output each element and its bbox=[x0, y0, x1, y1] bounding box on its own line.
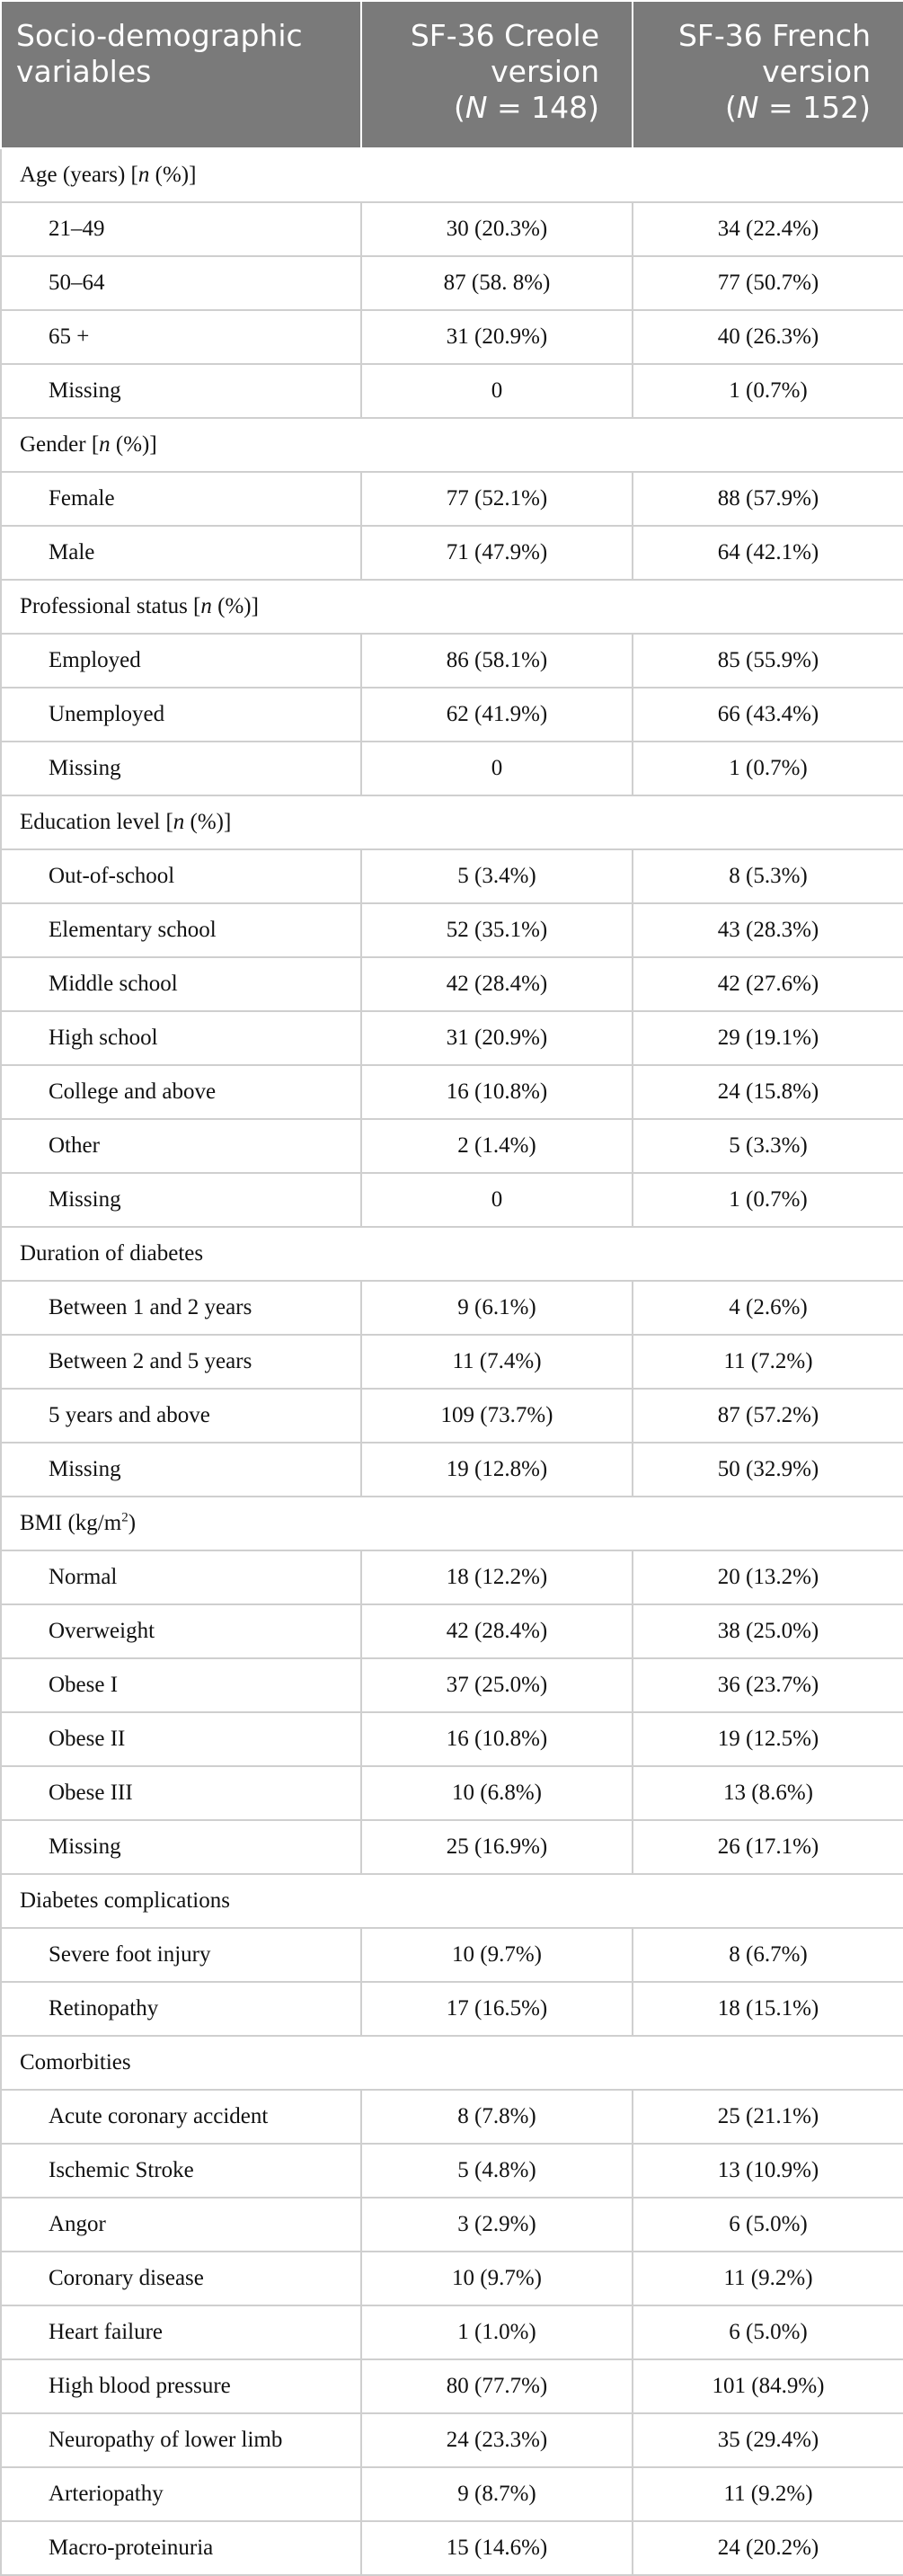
french-value: 85 (55.9%) bbox=[633, 634, 903, 688]
french-value: 77 (50.7%) bbox=[633, 256, 903, 310]
row-label: Overweight bbox=[1, 1604, 361, 1658]
creole-value: 11 (7.4%) bbox=[361, 1335, 633, 1389]
category-label: BMI $(kg/m^2)$ bbox=[1, 1497, 903, 1550]
row-label: Obese III bbox=[1, 1766, 361, 1820]
creole-value: 24 (23.3%) bbox=[361, 2413, 633, 2467]
table-row bbox=[1, 2413, 903, 2467]
header-variables: Socio-demographic variables bbox=[1, 1, 361, 148]
row-label: Arteriopathy bbox=[1, 2467, 361, 2521]
header-creole: SF-36 Creole version (N = 148) bbox=[361, 1, 633, 148]
table-row bbox=[1, 472, 903, 526]
creole-value: 42 (28.4%) bbox=[361, 957, 633, 1011]
table-row bbox=[1, 1604, 903, 1658]
table-row bbox=[1, 2305, 903, 2359]
category-label: Duration of diabetes bbox=[1, 1227, 903, 1281]
table-row bbox=[1, 1443, 903, 1497]
creole-value: 86 (58.1%) bbox=[361, 634, 633, 688]
row-label: Employed bbox=[1, 634, 361, 688]
table-row bbox=[1, 1173, 903, 1227]
creole-value: 77 (52.1%) bbox=[361, 472, 633, 526]
french-value: 88 (57.9%) bbox=[633, 472, 903, 526]
french-value: 8 (5.3%) bbox=[633, 849, 903, 903]
creole-value: 15 (14.6%) bbox=[361, 2521, 633, 2575]
table-row bbox=[1, 849, 903, 903]
category-row-gender bbox=[1, 418, 903, 472]
table-row bbox=[1, 903, 903, 957]
french-value: 6 (5.0%) bbox=[633, 2305, 903, 2359]
row-label: Missing bbox=[1, 1820, 361, 1874]
category-label: Gender [n (%)] bbox=[1, 418, 903, 472]
table-row bbox=[1, 1820, 903, 1874]
row-label: Severe foot injury bbox=[1, 1928, 361, 1982]
creole-value: 17 (16.5%) bbox=[361, 1982, 633, 2036]
row-label: High school bbox=[1, 1011, 361, 1065]
french-value: 20 (13.2%) bbox=[633, 1550, 903, 1604]
french-value: 11 (7.2%) bbox=[633, 1335, 903, 1389]
creole-value: 80 (77.7%) bbox=[361, 2359, 633, 2413]
table-row bbox=[1, 1712, 903, 1766]
table-row bbox=[1, 1065, 903, 1119]
table-row bbox=[1, 2521, 903, 2575]
category-row-professional bbox=[1, 580, 903, 634]
table-row bbox=[1, 1550, 903, 1604]
table-row bbox=[1, 1281, 903, 1335]
table-row bbox=[1, 2252, 903, 2305]
creole-value: 5 (4.8%) bbox=[361, 2144, 633, 2198]
french-value: 101 (84.9%) bbox=[633, 2359, 903, 2413]
french-value: 34 (22.4%) bbox=[633, 202, 903, 256]
creole-value: 3 (2.9%) bbox=[361, 2198, 633, 2252]
table-row bbox=[1, 634, 903, 688]
category-label: Age (years) [n (%)] bbox=[1, 148, 903, 202]
row-label: High blood pressure bbox=[1, 2359, 361, 2413]
category-label: Professional status [n (%)] bbox=[1, 580, 903, 634]
row-label: Missing bbox=[1, 1173, 361, 1227]
category-row-education bbox=[1, 795, 903, 849]
creole-value: 9 (6.1%) bbox=[361, 1281, 633, 1335]
category-row-complications bbox=[1, 1874, 903, 1928]
french-value: 1 (0.7%) bbox=[633, 742, 903, 795]
french-value: 42 (27.6%) bbox=[633, 957, 903, 1011]
french-value: 38 (25.0%) bbox=[633, 1604, 903, 1658]
french-value: 87 (57.2%) bbox=[633, 1389, 903, 1443]
row-label: 65 + bbox=[1, 310, 361, 364]
french-value: 11 (9.2%) bbox=[633, 2467, 903, 2521]
row-label: Macro-proteinuria bbox=[1, 2521, 361, 2575]
creole-value: 87 (58. 8%) bbox=[361, 256, 633, 310]
row-label: 50–64 bbox=[1, 256, 361, 310]
category-label: Diabetes complications bbox=[1, 1874, 903, 1928]
creole-value: 0 bbox=[361, 1173, 633, 1227]
table-row bbox=[1, 310, 903, 364]
french-value: 8 (6.7%) bbox=[633, 1928, 903, 1982]
table-row bbox=[1, 256, 903, 310]
creole-value: 31 (20.9%) bbox=[361, 310, 633, 364]
row-label: Between 2 and 5 years bbox=[1, 1335, 361, 1389]
creole-value: 10 (6.8%) bbox=[361, 1766, 633, 1820]
category-row-age bbox=[1, 148, 903, 202]
creole-value: 71 (47.9%) bbox=[361, 526, 633, 580]
row-label: Coronary disease bbox=[1, 2252, 361, 2305]
row-label: Angor bbox=[1, 2198, 361, 2252]
french-value: 64 (42.1%) bbox=[633, 526, 903, 580]
creole-value: 42 (28.4%) bbox=[361, 1604, 633, 1658]
row-label: Obese II bbox=[1, 1712, 361, 1766]
creole-value: 62 (41.9%) bbox=[361, 688, 633, 742]
french-value: 35 (29.4%) bbox=[633, 2413, 903, 2467]
row-label: Retinopathy bbox=[1, 1982, 361, 2036]
table-row bbox=[1, 1928, 903, 1982]
table-row bbox=[1, 1389, 903, 1443]
row-label: Unemployed bbox=[1, 688, 361, 742]
creole-value: 9 (8.7%) bbox=[361, 2467, 633, 2521]
creole-value: 10 (9.7%) bbox=[361, 2252, 633, 2305]
french-value: 6 (5.0%) bbox=[633, 2198, 903, 2252]
french-value: 24 (20.2%) bbox=[633, 2521, 903, 2575]
creole-value: 37 (25.0%) bbox=[361, 1658, 633, 1712]
french-value: 29 (19.1%) bbox=[633, 1011, 903, 1065]
row-label: Missing bbox=[1, 742, 361, 795]
french-value: 50 (32.9%) bbox=[633, 1443, 903, 1497]
row-label: Acute coronary accident bbox=[1, 2090, 361, 2144]
french-value: 5 (3.3%) bbox=[633, 1119, 903, 1173]
table-row bbox=[1, 1335, 903, 1389]
row-label: Missing bbox=[1, 364, 361, 418]
table-row bbox=[1, 1119, 903, 1173]
creole-value: 10 (9.7%) bbox=[361, 1928, 633, 1982]
row-label: Out-of-school bbox=[1, 849, 361, 903]
creole-value: 2 (1.4%) bbox=[361, 1119, 633, 1173]
french-value: 66 (43.4%) bbox=[633, 688, 903, 742]
table-row bbox=[1, 688, 903, 742]
row-label: 5 years and above bbox=[1, 1389, 361, 1443]
creole-value: 31 (20.9%) bbox=[361, 1011, 633, 1065]
row-label: Other bbox=[1, 1119, 361, 1173]
creole-value: 8 (7.8%) bbox=[361, 2090, 633, 2144]
table-row bbox=[1, 2467, 903, 2521]
category-row-comorbidities bbox=[1, 2036, 903, 2090]
row-label: College and above bbox=[1, 1065, 361, 1119]
row-label: Normal bbox=[1, 1550, 361, 1604]
category-label: Comorbities bbox=[1, 2036, 903, 2090]
creole-value: 109 (73.7%) bbox=[361, 1389, 633, 1443]
creole-value: 30 (20.3%) bbox=[361, 202, 633, 256]
table-row bbox=[1, 364, 903, 418]
table-row bbox=[1, 2198, 903, 2252]
creole-value: 1 (1.0%) bbox=[361, 2305, 633, 2359]
table-row bbox=[1, 526, 903, 580]
table-row bbox=[1, 1766, 903, 1820]
row-label: Middle school bbox=[1, 957, 361, 1011]
creole-value: 25 (16.9%) bbox=[361, 1820, 633, 1874]
row-label: Missing bbox=[1, 1443, 361, 1497]
row-label: 21–49 bbox=[1, 202, 361, 256]
category-row-bmi bbox=[1, 1497, 903, 1550]
row-label: Neuropathy of lower limb bbox=[1, 2413, 361, 2467]
category-row-duration bbox=[1, 1227, 903, 1281]
row-label: Male bbox=[1, 526, 361, 580]
french-value: 11 (9.2%) bbox=[633, 2252, 903, 2305]
creole-value: 52 (35.1%) bbox=[361, 903, 633, 957]
french-value: 4 (2.6%) bbox=[633, 1281, 903, 1335]
creole-value: 18 (12.2%) bbox=[361, 1550, 633, 1604]
table-row bbox=[1, 1011, 903, 1065]
creole-value: 0 bbox=[361, 742, 633, 795]
table-row bbox=[1, 2090, 903, 2144]
french-value: 1 (0.7%) bbox=[633, 364, 903, 418]
row-label: Ischemic Stroke bbox=[1, 2144, 361, 2198]
french-value: 24 (15.8%) bbox=[633, 1065, 903, 1119]
french-value: 40 (26.3%) bbox=[633, 310, 903, 364]
creole-value: 0 bbox=[361, 364, 633, 418]
row-label: Heart failure bbox=[1, 2305, 361, 2359]
table-row bbox=[1, 1658, 903, 1712]
french-value: 25 (21.1%) bbox=[633, 2090, 903, 2144]
french-value: 26 (17.1%) bbox=[633, 1820, 903, 1874]
row-label: Obese I bbox=[1, 1658, 361, 1712]
french-value: 1 (0.7%) bbox=[633, 1173, 903, 1227]
french-value: 19 (12.5%) bbox=[633, 1712, 903, 1766]
creole-value: 5 (3.4%) bbox=[361, 849, 633, 903]
creole-value: 16 (10.8%) bbox=[361, 1065, 633, 1119]
table-header-row bbox=[1, 1, 903, 148]
french-value: 36 (23.7%) bbox=[633, 1658, 903, 1712]
table-row bbox=[1, 742, 903, 795]
row-label: Between 1 and 2 years bbox=[1, 1281, 361, 1335]
table-row bbox=[1, 2144, 903, 2198]
table-row bbox=[1, 2359, 903, 2413]
table-row bbox=[1, 957, 903, 1011]
row-label: Female bbox=[1, 472, 361, 526]
french-value: 18 (15.1%) bbox=[633, 1982, 903, 2036]
table-row bbox=[1, 1982, 903, 2036]
table-row bbox=[1, 202, 903, 256]
french-value: 13 (8.6%) bbox=[633, 1766, 903, 1820]
french-value: 13 (10.9%) bbox=[633, 2144, 903, 2198]
header-french: SF-36 French version (N = 152) bbox=[633, 1, 903, 148]
french-value: 43 (28.3%) bbox=[633, 903, 903, 957]
creole-value: 19 (12.8%) bbox=[361, 1443, 633, 1497]
row-label: Elementary school bbox=[1, 903, 361, 957]
category-label: Education level [n (%)] bbox=[1, 795, 903, 849]
creole-value: 16 (10.8%) bbox=[361, 1712, 633, 1766]
